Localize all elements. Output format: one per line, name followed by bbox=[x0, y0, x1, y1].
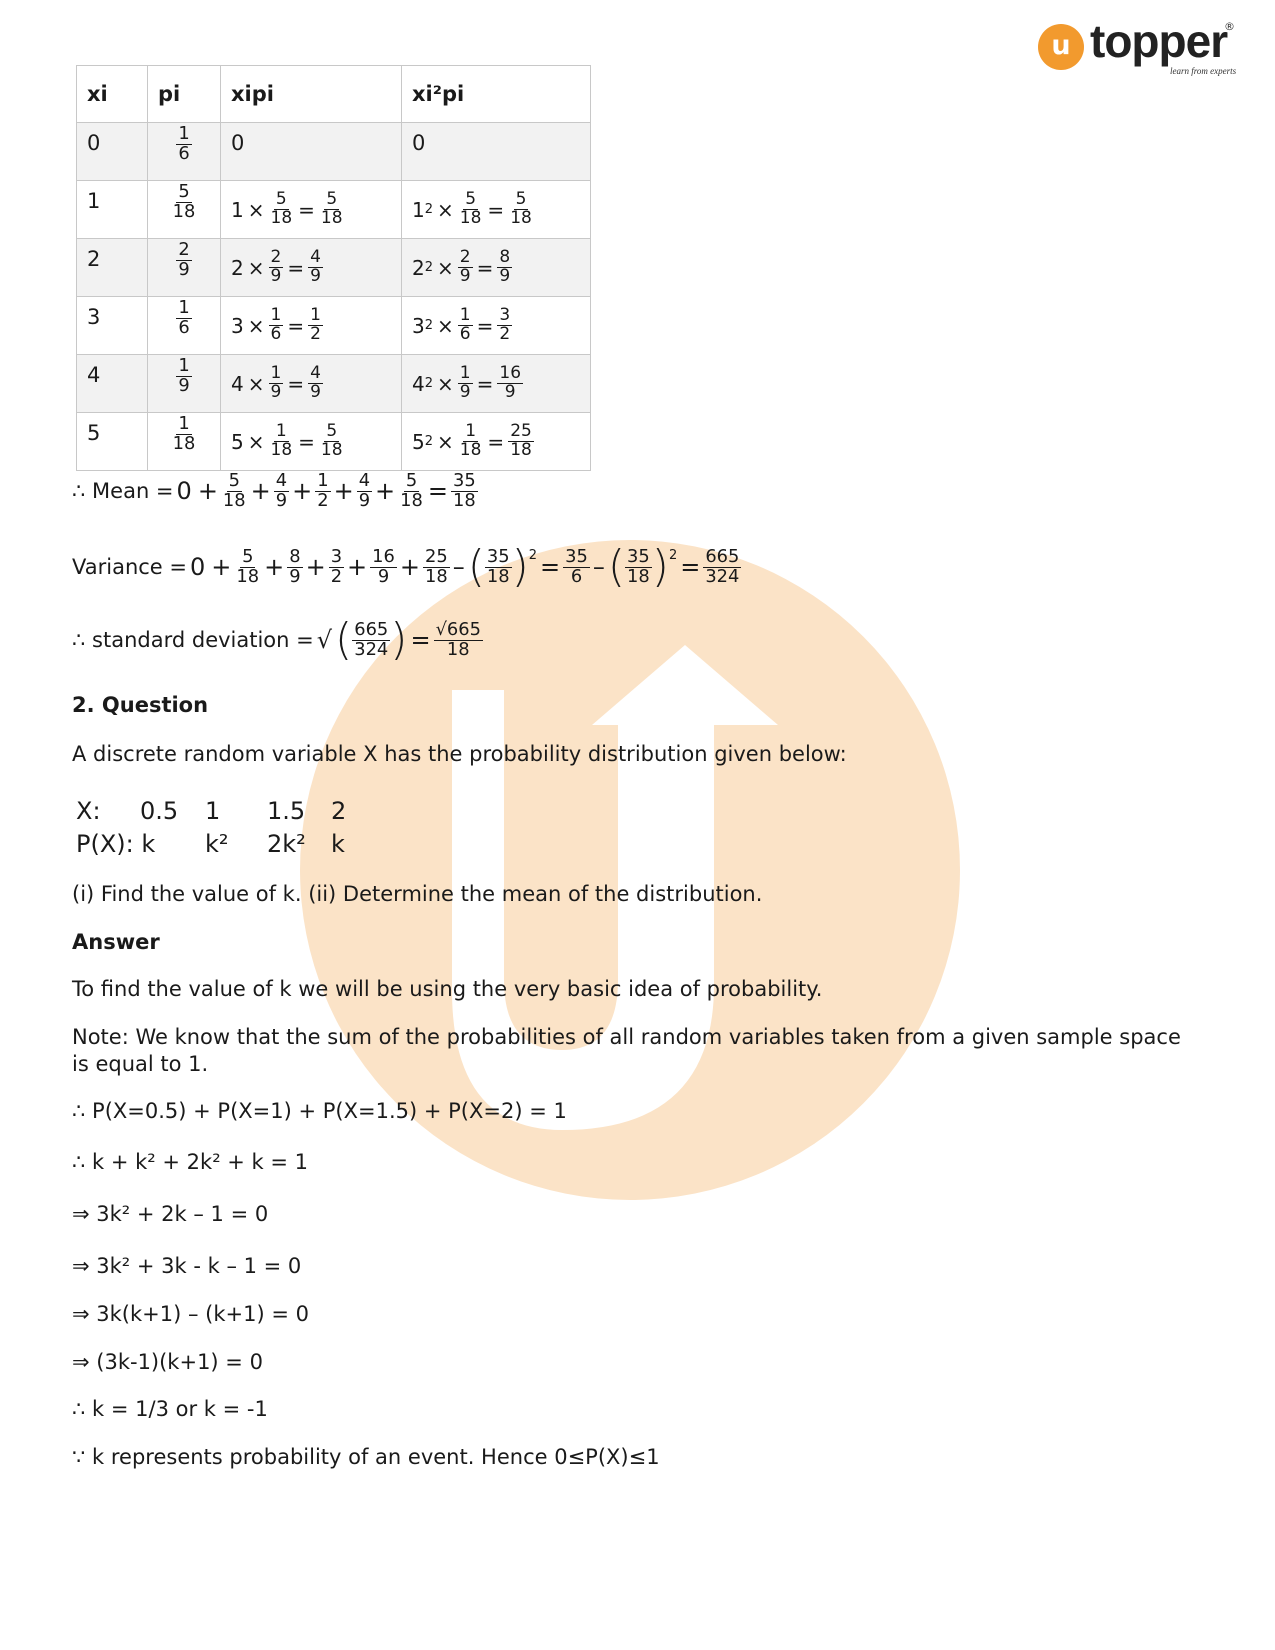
cell-x2p: 0 bbox=[412, 131, 426, 155]
cell-xp: 5 × $\frac{1}{18}$ = $\frac{5}{18}$ bbox=[231, 421, 343, 460]
variance-label: Variance = bbox=[72, 555, 187, 579]
table-row bbox=[77, 239, 591, 297]
mean-term: $\frac{5}{18}$ bbox=[400, 470, 423, 511]
xp-result: $\frac{1}{2}$ bbox=[310, 305, 321, 344]
answer-intro: To find the value of k we will be using the very basic idea of probability. bbox=[72, 977, 823, 1001]
cell-x2p: 5 2 × $\frac{1}{18}$ = $\frac{25}{18}$ bbox=[412, 421, 532, 460]
cell-x: 3 bbox=[87, 305, 101, 329]
mean-term: $\frac{4}{9}$ bbox=[358, 470, 371, 511]
x2p-factor: $\frac{2}{9}$ bbox=[459, 247, 471, 286]
variance-term: $\frac{25}{18}$ bbox=[424, 545, 448, 587]
sd-equation: ∴ standard deviation = √ ( $\frac{665}{324}$ ) = $\frac{√665}{18}$ bbox=[72, 614, 481, 665]
header-xi: xi bbox=[77, 66, 148, 123]
variance-mid: $\frac{35}{6}$ bbox=[565, 545, 588, 587]
cell-x2p: 2 2 × $\frac{2}{9}$ = $\frac{8}{9}$ bbox=[412, 247, 511, 286]
variance-equation: Variance = 0 + $\frac{5}{18}$ + $\frac{8}{9}$ + $\frac{3}{2}$ + $\frac{16}{9}$ + $\frac{25}{18}$ – ( $\frac{35}{18}$ ) 2 = $\frac{35}{6}$ – ( $\frac{35}{18}$ ) 2 = $\frac{665}{324}$ bbox=[72, 541, 740, 592]
xp-factor: $\frac{1}{18}$ bbox=[270, 421, 293, 460]
xp-result: $\frac{5}{18}$ bbox=[320, 189, 343, 228]
logo-registered-mark: ® bbox=[1224, 20, 1235, 33]
dist-p-row: P(X): k k² 2k² k bbox=[76, 830, 345, 858]
cell-xp: 2 × $\frac{2}{9}$ = $\frac{4}{9}$ bbox=[231, 247, 321, 286]
step-7: ∴ k = 1/3 or k = -1 bbox=[72, 1397, 268, 1421]
header-pi: pi bbox=[148, 66, 221, 123]
sd-result: $\frac{√665}{18}$ bbox=[435, 618, 481, 660]
dist-x-row: X: 0.5 1 1.5 2 bbox=[76, 797, 347, 825]
x2p-result: $\frac{25}{18}$ bbox=[510, 421, 532, 460]
cell-x: 0 bbox=[87, 131, 101, 155]
x2p-result: $\frac{3}{2}$ bbox=[499, 305, 511, 344]
cell-p: $\frac{1}{6}$ bbox=[178, 123, 190, 164]
x2p-result: $\frac{16}{9}$ bbox=[499, 363, 522, 402]
logo-tagline: learn from experts bbox=[1170, 66, 1237, 76]
logo-badge: u bbox=[1038, 24, 1084, 70]
cell-xp: 0 bbox=[231, 131, 245, 155]
probability-distribution bbox=[76, 795, 346, 861]
step-6: ⇒ (3k-1)(k+1) = 0 bbox=[72, 1350, 263, 1374]
table-header-row bbox=[77, 66, 591, 123]
question-text: A discrete random variable X has the probability distribution given below: bbox=[72, 742, 847, 766]
xp-factor: $\frac{2}{9}$ bbox=[270, 247, 282, 286]
cell-x: 2 bbox=[87, 247, 101, 271]
table-row bbox=[77, 355, 591, 413]
x2p-result: $\frac{8}{9}$ bbox=[499, 247, 511, 286]
step-1: ∴ P(X=0.5) + P(X=1) + P(X=1.5) + P(X=2) = 1 bbox=[72, 1099, 567, 1123]
table-row bbox=[77, 297, 591, 355]
step-5: ⇒ 3k(k+1) – (k+1) = 0 bbox=[72, 1302, 309, 1326]
sd-label: ∴ standard deviation = bbox=[72, 628, 314, 652]
mean-lead: 0 bbox=[176, 477, 192, 506]
mean-result: $\frac{35}{18}$ bbox=[452, 470, 476, 511]
x2p-factor: $\frac{1}{18}$ bbox=[459, 421, 482, 460]
answer-heading: Answer bbox=[72, 930, 160, 954]
cell-xp: 3 × $\frac{1}{6}$ = $\frac{1}{2}$ bbox=[231, 305, 321, 344]
mean-term: $\frac{5}{18}$ bbox=[222, 470, 246, 511]
xp-result: $\frac{5}{18}$ bbox=[320, 421, 343, 460]
question-parts: (i) Find the value of k. (ii) Determine the mean of the distribution. bbox=[72, 882, 763, 906]
step-8: ∵ k represents probability of an event. Hence 0≤P(X)≤1 bbox=[72, 1445, 660, 1469]
x2p-factor: $\frac{1}{6}$ bbox=[459, 305, 471, 344]
step-2: ∴ k + k² + 2k² + k = 1 bbox=[72, 1150, 309, 1174]
variance-term: $\frac{16}{9}$ bbox=[372, 545, 395, 587]
xp-factor: $\frac{1}{6}$ bbox=[270, 305, 282, 344]
step-3: ⇒ 3k² + 2k – 1 = 0 bbox=[72, 1202, 269, 1226]
logo-wordmark: topper bbox=[1090, 15, 1228, 67]
mean-term: $\frac{1}{2}$ bbox=[317, 470, 329, 511]
step-4: ⇒ 3k² + 3k - k – 1 = 0 bbox=[72, 1254, 302, 1278]
cell-p: $\frac{5}{18}$ bbox=[172, 181, 196, 222]
xp-factor: $\frac{1}{9}$ bbox=[270, 363, 282, 402]
cell-p: $\frac{1}{9}$ bbox=[178, 355, 190, 396]
variance-term: $\frac{3}{2}$ bbox=[330, 545, 343, 587]
answer-note: Note: We know that the sum of the probabilities of all random variables taken from a given sample space is equal to 1. bbox=[72, 1025, 1181, 1076]
sd-inner: $\frac{665}{324}$ bbox=[354, 618, 389, 660]
cell-p: $\frac{2}{9}$ bbox=[178, 239, 190, 280]
topper-logo bbox=[1038, 15, 1238, 84]
table-row bbox=[77, 181, 591, 239]
question-heading: 2. Question bbox=[72, 693, 209, 717]
cell-x2p: 3 2 × $\frac{1}{6}$ = $\frac{3}{2}$ bbox=[412, 305, 511, 344]
table-row bbox=[77, 413, 591, 471]
variance-term: $\frac{5}{18}$ bbox=[236, 545, 260, 587]
cell-x: 1 bbox=[87, 189, 101, 213]
cell-xp: 4 × $\frac{1}{9}$ = $\frac{4}{9}$ bbox=[231, 363, 321, 402]
variance-result: $\frac{665}{324}$ bbox=[705, 545, 740, 587]
xp-result: $\frac{4}{9}$ bbox=[310, 247, 321, 286]
header-xi2pi: xi²pi bbox=[402, 66, 591, 123]
cell-xp: 1 × $\frac{5}{18}$ = $\frac{5}{18}$ bbox=[231, 189, 343, 228]
cell-x2p: 1 2 × $\frac{5}{18}$ = $\frac{5}{18}$ bbox=[412, 189, 532, 228]
x2p-factor: $\frac{1}{9}$ bbox=[459, 363, 471, 402]
distribution-table bbox=[76, 65, 591, 471]
x2p-result: $\frac{5}{18}$ bbox=[510, 189, 532, 228]
header-xipi: xipi bbox=[221, 66, 402, 123]
cell-x2p: 4 2 × $\frac{1}{9}$ = $\frac{16}{9}$ bbox=[412, 363, 522, 402]
cell-x: 4 bbox=[87, 363, 101, 387]
cell-p: $\frac{1}{6}$ bbox=[178, 297, 190, 338]
x2p-factor: $\frac{5}{18}$ bbox=[459, 189, 482, 228]
cell-p: $\frac{1}{18}$ bbox=[172, 413, 196, 454]
xp-factor: $\frac{5}{18}$ bbox=[270, 189, 293, 228]
variance-lead: 0 bbox=[190, 553, 206, 581]
mean-label: ∴ Mean = bbox=[72, 479, 174, 504]
variance-term: $\frac{8}{9}$ bbox=[289, 545, 301, 587]
sqrt-symbol: √ bbox=[316, 626, 333, 654]
xp-result: $\frac{4}{9}$ bbox=[310, 363, 321, 402]
mean-term: $\frac{4}{9}$ bbox=[275, 470, 288, 511]
mean-equation: ∴ Mean = 0 + $\frac{5}{18}$ + $\frac{4}{9}$ + $\frac{1}{2}$ + $\frac{4}{9}$ + $\frac{5}{18}$ = $\frac{35}{18}$ bbox=[72, 470, 476, 511]
variance-square-2: $\frac{35}{18}$ bbox=[627, 545, 650, 587]
cell-x: 5 bbox=[87, 421, 101, 445]
variance-square-1: $\frac{35}{18}$ bbox=[486, 545, 510, 587]
table-row bbox=[77, 123, 591, 181]
